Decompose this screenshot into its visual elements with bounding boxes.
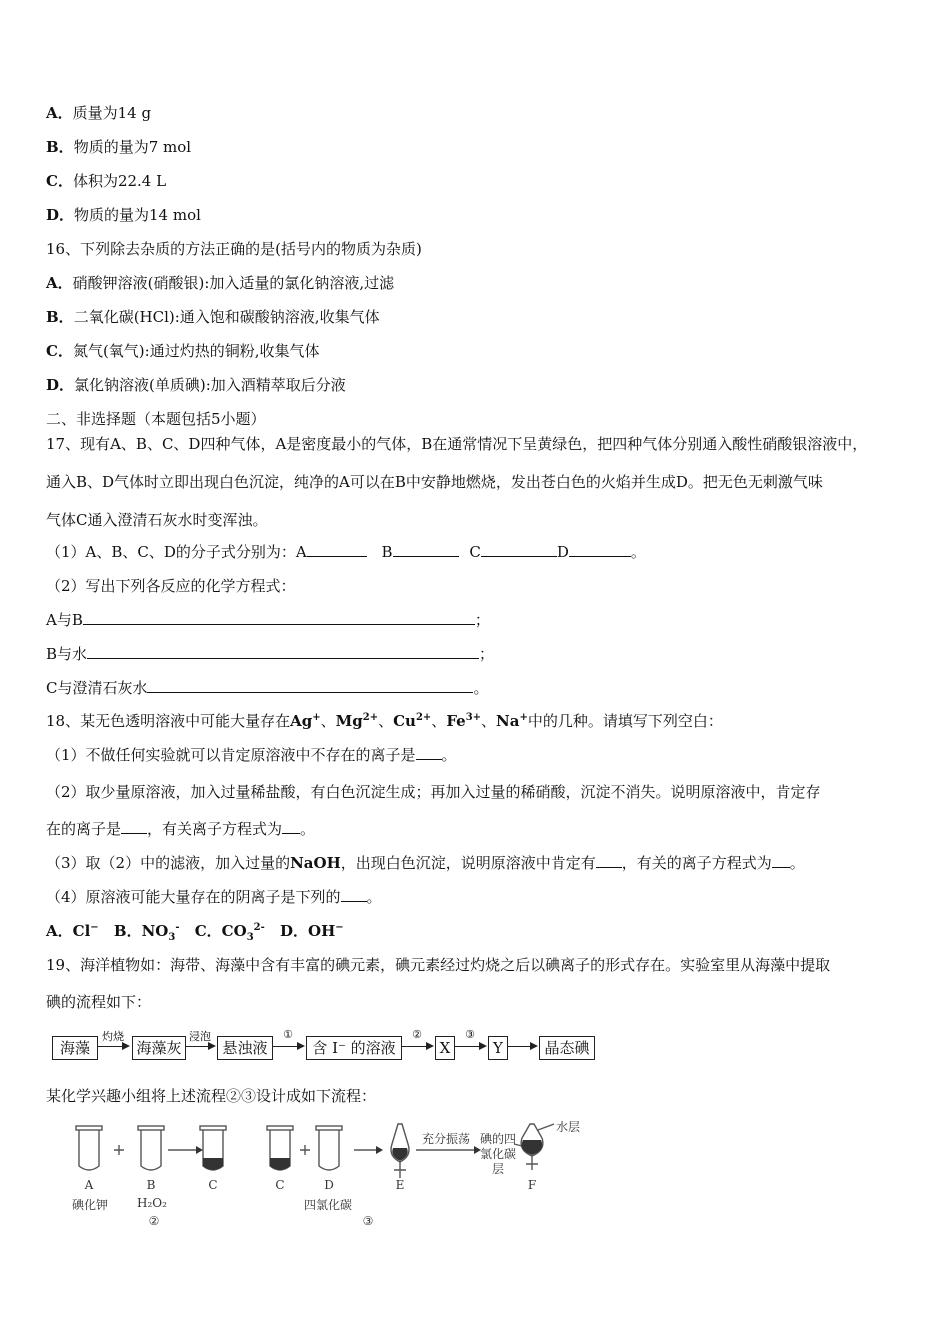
- option-text: 质量为14 g: [72, 104, 152, 122]
- label-potassium-iodide: 碘化钾: [71, 1198, 108, 1212]
- q16-option-a: [46, 273, 394, 293]
- ion-mg: [336, 712, 378, 730]
- flow-arrow: [98, 1046, 128, 1047]
- answer-blank[interactable]: [341, 887, 367, 902]
- section-heading: 二、非选择题（本题包括5小题）: [46, 410, 266, 428]
- ion-symbol: Cu: [393, 712, 416, 730]
- answer-blank[interactable]: [772, 853, 790, 868]
- q16-option-c: [46, 341, 319, 361]
- arrow-label: ①: [283, 1028, 293, 1041]
- label-h2o2: H₂O₂: [137, 1196, 167, 1210]
- separator: 、: [320, 712, 336, 730]
- flow-arrow: [508, 1046, 536, 1047]
- choice-sub: 3: [168, 932, 176, 943]
- q17-reaction-3: [46, 678, 489, 698]
- choice-charge: −: [90, 922, 99, 933]
- q19-line-2: 碘的流程如下：: [46, 993, 152, 1011]
- option-text: 二氧化碳(HCl):通入饱和碳酸钠溶液,收集气体: [73, 308, 380, 326]
- flow-box-suspension: 悬浊液: [217, 1036, 273, 1060]
- ion-fe: [446, 712, 481, 730]
- part-text: （1）A、B、C、D的分子式分别为：A: [46, 543, 307, 561]
- separator: 、: [431, 712, 447, 730]
- reaction-label: A与B: [46, 611, 83, 629]
- option-letter: C．: [46, 172, 73, 190]
- option-letter: D．: [46, 206, 75, 224]
- answer-blank[interactable]: [147, 678, 473, 693]
- stem-text: 中的几种。请填写下列空白：: [527, 712, 723, 730]
- answer-blank[interactable]: [83, 610, 475, 625]
- ion-ag: [290, 712, 321, 730]
- ion-charge: +: [519, 712, 528, 723]
- q16-option-d: [46, 375, 346, 395]
- q17-line-3: 气体C通入澄清石灰水时变浑浊。: [46, 511, 268, 529]
- choice-text: B．NO: [113, 922, 169, 940]
- q15-option-d: [46, 205, 201, 225]
- reagent-naoh: NaOH: [290, 854, 341, 872]
- part-text: 在的离子是: [46, 820, 122, 838]
- option-letter: B．: [46, 138, 74, 156]
- label-ccl4-layer: [478, 1132, 518, 1177]
- q15-option-c: [46, 171, 166, 191]
- apparatus-diagram: [60, 1118, 600, 1243]
- answer-blank-d[interactable]: [569, 542, 631, 557]
- separator: 、: [378, 712, 394, 730]
- reaction-label: C与澄清石灰水: [46, 679, 148, 697]
- q16-stem: 16、下列除去杂质的方法正确的是(括号内的物质为杂质): [46, 240, 422, 258]
- ccl4-layer-line: 氯化碳: [479, 1147, 516, 1161]
- label-c: C: [469, 543, 481, 561]
- answer-blank[interactable]: [282, 819, 300, 834]
- answer-blank-c[interactable]: [481, 542, 557, 557]
- option-letter: B．: [46, 308, 74, 326]
- option-text: 氯化钠溶液(单质碘):加入酒精萃取后分液: [74, 376, 346, 394]
- punct: 。: [441, 746, 457, 764]
- option-letter: A．: [46, 104, 73, 122]
- part-text: （4）原溶液可能大量存在的阴离子是下列的: [46, 888, 341, 906]
- choice-sup: -: [175, 922, 180, 933]
- ion-charge: 2+: [415, 712, 432, 723]
- choice-c: [194, 922, 265, 943]
- arrow-label: ②: [412, 1028, 422, 1041]
- q17-part-2: （2）写出下列各反应的化学方程式：: [46, 577, 296, 595]
- answer-blank[interactable]: [596, 853, 622, 868]
- q19-line-3: 某化学兴趣小组将上述流程②③设计成如下流程：: [46, 1087, 377, 1105]
- part-text: ，有关的离子方程式为: [621, 854, 772, 872]
- choice-charge: −: [335, 922, 344, 933]
- option-text: 物质的量为14 mol: [74, 206, 201, 224]
- choice-b: [113, 922, 180, 943]
- q18-part-1: [46, 745, 457, 765]
- arrow-label: ③: [465, 1028, 475, 1041]
- flow-box-crystal-iodine: 晶态碘: [539, 1036, 595, 1060]
- punct: 。: [300, 820, 316, 838]
- part-text: ，出现白色沉淀，说明原溶液中肯定有: [340, 854, 596, 872]
- choice-d: [280, 922, 344, 940]
- flow-arrow: [186, 1046, 214, 1047]
- q15-option-a: [46, 103, 151, 123]
- answer-blank-a[interactable]: [307, 542, 367, 557]
- label-c2: C: [275, 1178, 285, 1192]
- ion-symbol: Mg: [335, 712, 363, 730]
- flow-box-seaweed: 海藻: [52, 1036, 98, 1060]
- step-3-marker: ③: [362, 1214, 374, 1228]
- choice-text: C．CO: [194, 922, 247, 940]
- label-d: D: [324, 1178, 334, 1192]
- q18-stem: [46, 711, 723, 731]
- flow-arrow: [455, 1046, 485, 1047]
- part-text: （3）取（2）中的滤液，加入过量的: [46, 854, 291, 872]
- ion-charge: 3+: [465, 712, 482, 723]
- q18-choices: [46, 921, 344, 941]
- part-text: ，有关离子方程式为: [147, 820, 283, 838]
- label-b: B: [146, 1178, 156, 1192]
- punct: 。: [473, 679, 489, 697]
- ion-na: [496, 712, 528, 730]
- separator: 、: [481, 712, 497, 730]
- q18-part-2-line-2: [46, 819, 315, 839]
- label-shake: 充分振荡: [421, 1132, 470, 1146]
- answer-blank[interactable]: [87, 644, 479, 659]
- option-text: 硝酸钾溶液(硝酸银):加入适量的氯化钠溶液,过滤: [72, 274, 395, 292]
- arrow-label: 灼烧: [102, 1030, 124, 1043]
- flow-box-ash: 海藻灰: [132, 1036, 186, 1060]
- arrow-label: 浸泡: [189, 1030, 211, 1043]
- label-c: C: [208, 1178, 218, 1192]
- ccl4-layer-line: 层: [491, 1162, 504, 1176]
- option-letter: D．: [46, 376, 75, 394]
- q18-part-2-line-1: （2）取少量原溶液，加入过量稀盐酸，有白色沉淀生成；再加入过量的稀硝酸，沉淀不消失。说明原溶液中，肯定存: [46, 783, 821, 801]
- option-text: 氮气(氧气):通过灼热的铜粉,收集气体: [72, 342, 320, 360]
- punct: ；: [479, 645, 495, 663]
- extraction-flowchart: [52, 1030, 612, 1064]
- ion-charge: 2+: [362, 712, 379, 723]
- q18-part-3: [46, 853, 805, 873]
- q17-reaction-1: [46, 610, 490, 630]
- label-ccl4: 四氯化碳: [303, 1198, 352, 1212]
- flow-arrow: [402, 1046, 432, 1047]
- label-water-layer: 水层: [555, 1120, 580, 1134]
- period: 。: [630, 543, 646, 561]
- answer-blank-b[interactable]: [393, 542, 459, 557]
- answer-blank[interactable]: [416, 745, 442, 760]
- label-a: A: [84, 1178, 94, 1192]
- ion-symbol: Fe: [446, 712, 466, 730]
- option-text: 体积为22.4 L: [72, 172, 167, 190]
- flow-box-iodide-solution: 含 I⁻ 的溶液: [306, 1036, 402, 1060]
- answer-blank[interactable]: [121, 819, 147, 834]
- choice-sup: 2-: [253, 922, 265, 933]
- stem-text: 18、某无色透明溶液中可能大量存在: [46, 712, 291, 730]
- q17-line-2: 通入B、D气体时立即出现白色沉淀，纯净的A可以在B中安静地燃烧，发出苍白色的火焰并生成D。把无色无刺激气味: [46, 473, 823, 491]
- label-b: B: [381, 543, 393, 561]
- label-e: E: [395, 1178, 405, 1192]
- q19-line-1: 19、海洋植物如：海带、海藻中含有丰富的碘元素，碘元素经过灼烧之后以碘离子的形式存在。实验室里从海藻中提取: [46, 956, 831, 974]
- q17-part-1: [46, 542, 646, 562]
- q16-option-b: [46, 307, 380, 327]
- ion-symbol: Na: [496, 712, 520, 730]
- choice-text: D．OH: [280, 922, 336, 940]
- option-text: 物质的量为7 mol: [73, 138, 192, 156]
- choice-a: [46, 922, 99, 940]
- flow-box-y: Y: [488, 1036, 508, 1060]
- label-f: F: [527, 1178, 537, 1192]
- option-letter: A．: [46, 274, 73, 292]
- punct: 。: [366, 888, 382, 906]
- ion-symbol: Ag: [290, 712, 313, 730]
- choice-text: A．Cl: [46, 922, 91, 940]
- label-d: D: [556, 543, 569, 561]
- punct: ；: [474, 611, 490, 629]
- flow-box-x: X: [435, 1036, 455, 1060]
- ion-cu: [393, 712, 431, 730]
- flow-arrow: [273, 1046, 303, 1047]
- q17-line-1: 17、现有A、B、C、D四种气体，A是密度最小的气体，B在通常情况下呈黄绿色，把四种气体分别通入酸性硝酸银溶液中，: [46, 435, 868, 453]
- ccl4-layer-line: 碘的四: [479, 1132, 516, 1146]
- q18-part-4: [46, 887, 382, 907]
- reaction-label: B与水: [46, 645, 88, 663]
- q17-reaction-2: [46, 644, 494, 664]
- step-2-marker: ②: [148, 1214, 160, 1228]
- punct: 。: [789, 854, 805, 872]
- q15-option-b: [46, 137, 191, 157]
- ion-charge: +: [312, 712, 321, 723]
- option-letter: C．: [46, 342, 73, 360]
- part-text: （1）不做任何实验就可以肯定原溶液中不存在的离子是: [46, 746, 416, 764]
- choice-sub: 3: [246, 932, 254, 943]
